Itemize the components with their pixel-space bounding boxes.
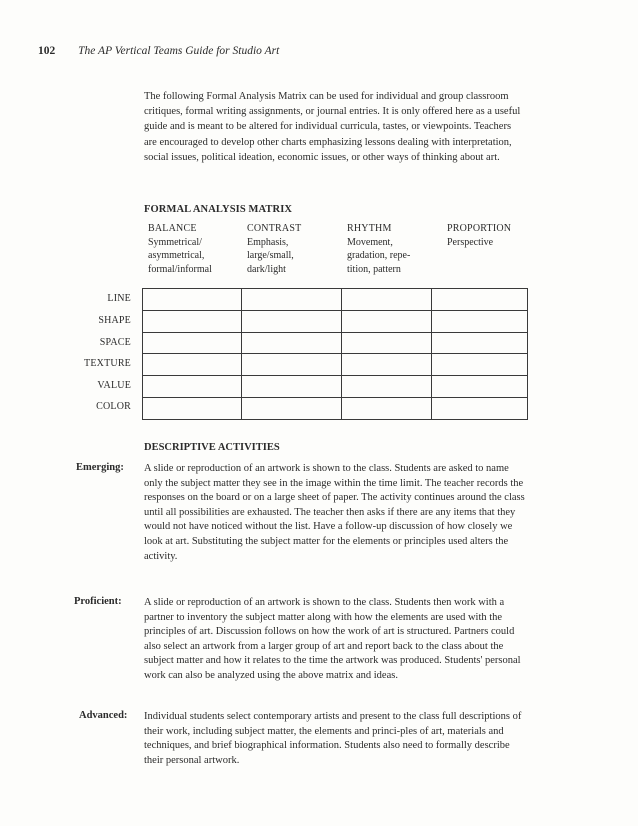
level-text-emerging: A slide or reproduction of an artwork is shown to the class. Students are asked to name only the subject matter they see in the image within the time limit. The teacher records the responses on the board or on a large sheet of paper. The activity continues around the class until all possibilities are exhausted. The teacher then asks if there are any items that they would not have noticed without the list. Have a follow-up discussion of how closely we look at art. Substituting the subject matter for the elements or principles used alters the activity. <box>144 463 525 562</box>
column-desc-line: Symmetrical/ <box>148 236 202 248</box>
row-label-line: LINE <box>107 293 131 304</box>
level-label-advanced: Advanced: <box>79 710 128 721</box>
matrix-title: FORMAL ANALYSIS MATRIX <box>144 204 293 215</box>
column-desc-line: gradation, repe- <box>347 250 411 262</box>
intro-paragraph: The following Formal Analysis Matrix can be used for individual and group classroom critiques, formal writing assignments, or journal entries. It is only offered here as a useful guide and is meant to be altered for individual curricula, tastes, or viewpoints. Teachers are encouraged to develop other charts emphasizing lessons dealing with interpretation, social issues, political ideation, economic issues, or other ways of thinking about art. <box>144 91 521 163</box>
column-header-proportion <box>447 222 511 249</box>
row-label-texture: TEXTURE <box>84 358 131 369</box>
column-header-rhythm <box>347 222 410 276</box>
row-label-shape: SHAPE <box>98 315 131 326</box>
grid-row-divider <box>143 310 527 311</box>
level-label-proficient: Proficient: <box>74 596 122 607</box>
column-header-contrast <box>247 222 301 276</box>
grid-column-divider <box>431 289 432 419</box>
column-name: PROPORTION <box>447 223 512 234</box>
column-desc-line: Movement, <box>347 236 393 248</box>
grid-row-divider <box>143 375 527 376</box>
grid-column-divider <box>341 289 342 419</box>
grid-row-divider <box>143 332 527 333</box>
row-label-color: COLOR <box>96 401 131 412</box>
level-text-advanced: Individual students select contemporary artists and present to the class full descriptions of their work, including subject matter, the elements and princi-ples of art, materials and techniques, and brief biographical information. Students also need to formally describe their personal artwork. <box>144 711 522 766</box>
column-desc-line: dark/light <box>247 263 286 275</box>
level-text-proficient: A slide or reproduction of an artwork is shown to the class. Students then work with a partner to inventory the subject matter along with how the elements are used with the principles of art. Discussion follows on how the work of art is structured. Partners could also select an artwork from a larger group of art and report back to the class about the subject matter and how it relates to the time the artwork was produced. Students' personal work can also be analyzed using the above matrix and ideas. <box>144 597 521 681</box>
column-desc-line: Emphasis, <box>247 236 289 248</box>
column-header-balance <box>148 222 212 276</box>
row-label-space: SPACE <box>99 337 131 348</box>
column-desc-line: formal/informal <box>148 263 212 275</box>
column-desc-line: Perspective <box>447 236 494 248</box>
column-desc-line: asymmetrical, <box>148 250 205 262</box>
matrix-grid <box>142 288 528 420</box>
grid-row-divider <box>143 397 527 398</box>
grid-column-divider <box>241 289 242 419</box>
column-name: RHYTHM <box>347 223 392 234</box>
row-label-value: VALUE <box>97 380 131 391</box>
grid-row-divider <box>143 353 527 354</box>
section-title: DESCRIPTIVE ACTIVITIES <box>144 442 280 453</box>
column-name: CONTRAST <box>247 223 302 234</box>
page-number: 102 <box>38 45 56 57</box>
page-header <box>38 45 279 57</box>
level-label-emerging: Emerging: <box>76 462 124 473</box>
column-desc-line: large/small, <box>247 250 294 262</box>
column-desc-line: tition, pattern <box>347 263 401 275</box>
column-name: BALANCE <box>148 223 197 234</box>
running-title: The AP Vertical Teams Guide for Studio Art <box>78 45 280 57</box>
